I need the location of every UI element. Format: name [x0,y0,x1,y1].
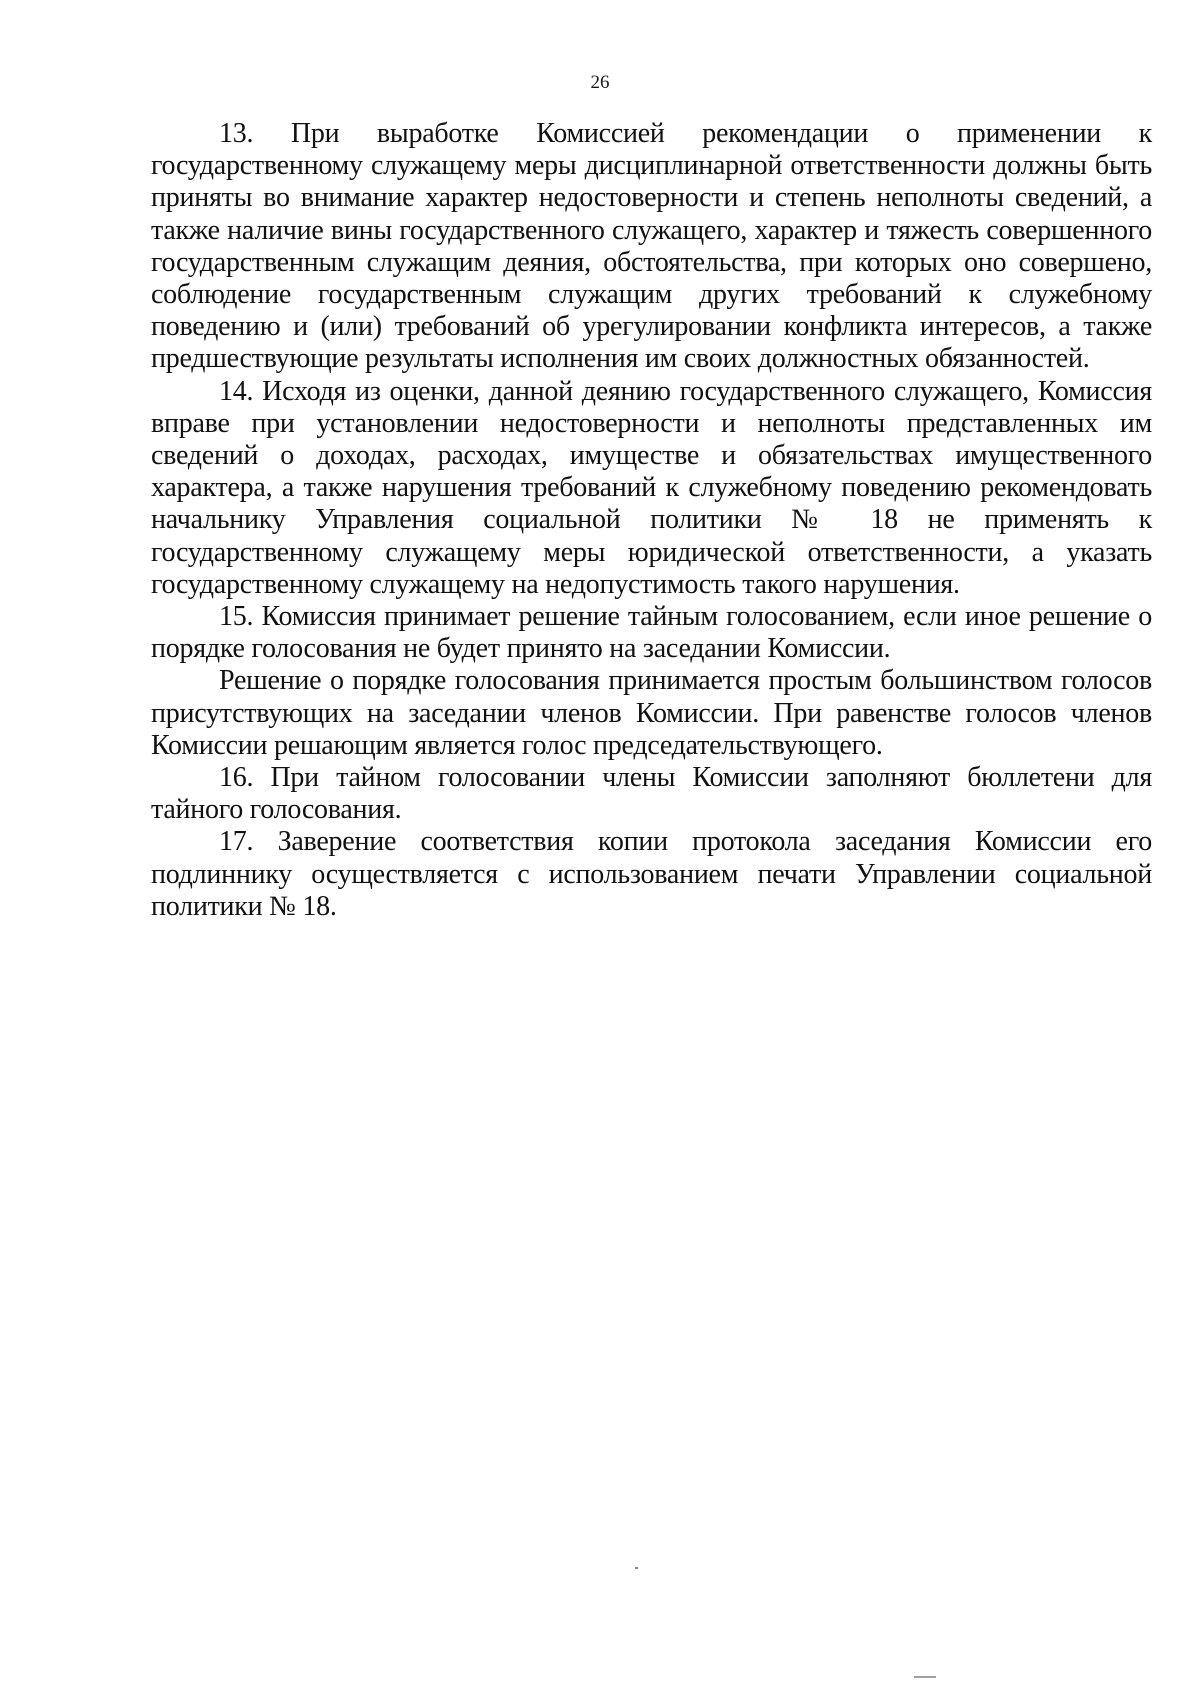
paragraph-15-continuation: Решение о порядке голосования принимается простым большинством голосов присутствующих на заседании членов Комиссии. При равенстве голосов членов Комиссии решающим является голос председательствующего. [151,665,1152,761]
paragraph-16: 16. При тайном голосовании члены Комиссии заполняют бюллетени для тайного голосования. [151,762,1152,826]
scan-speck [635,1567,638,1569]
paragraph-13: 13. При выработке Комиссией рекомендации о применении к государственному служащему меры дисциплинарной ответственности должны быть приняты во внимание характер недостоверности и степень неполноты сведений, а также наличие вины государственного служащего, характер и тяжесть совершенного государственным служащим деяния, обстоятельства, при которых оно совершено, соблюдение государственным служащим других требований к служебному поведению и (или) требований об урегулировании конфликта интересов, а также предшествующие результаты исполнения им своих должностных обязанностей. [151,118,1152,375]
document-body [151,118,1152,923]
paragraph-15: 15. Комиссия принимает решение тайным голосованием, если иное решение о порядке голосования не будет принято на заседании Комиссии. [151,601,1152,665]
paragraph-17: 17. Заверение соответствия копии протокола заседания Комиссии его подлиннику осуществляется с использованием печати Управлении социальной политики № 18. [151,826,1152,922]
scan-mark [914,1676,936,1678]
paragraph-14: 14. Исходя из оценки, данной деянию государственного служащего, Комиссия вправе при установлении недостоверности и неполноты представленных им сведений о доходах, расходах, имуществе и обязательствах имущественного характера, а также нарушения требований к служебному поведению рекомендовать начальнику Управления социальной политики № 18 не применять к государственному служащему меры юридической ответственности, а указать государственному служащему на недопустимость такого нарушения. [151,375,1152,600]
page-number: 26 [590,72,610,93]
